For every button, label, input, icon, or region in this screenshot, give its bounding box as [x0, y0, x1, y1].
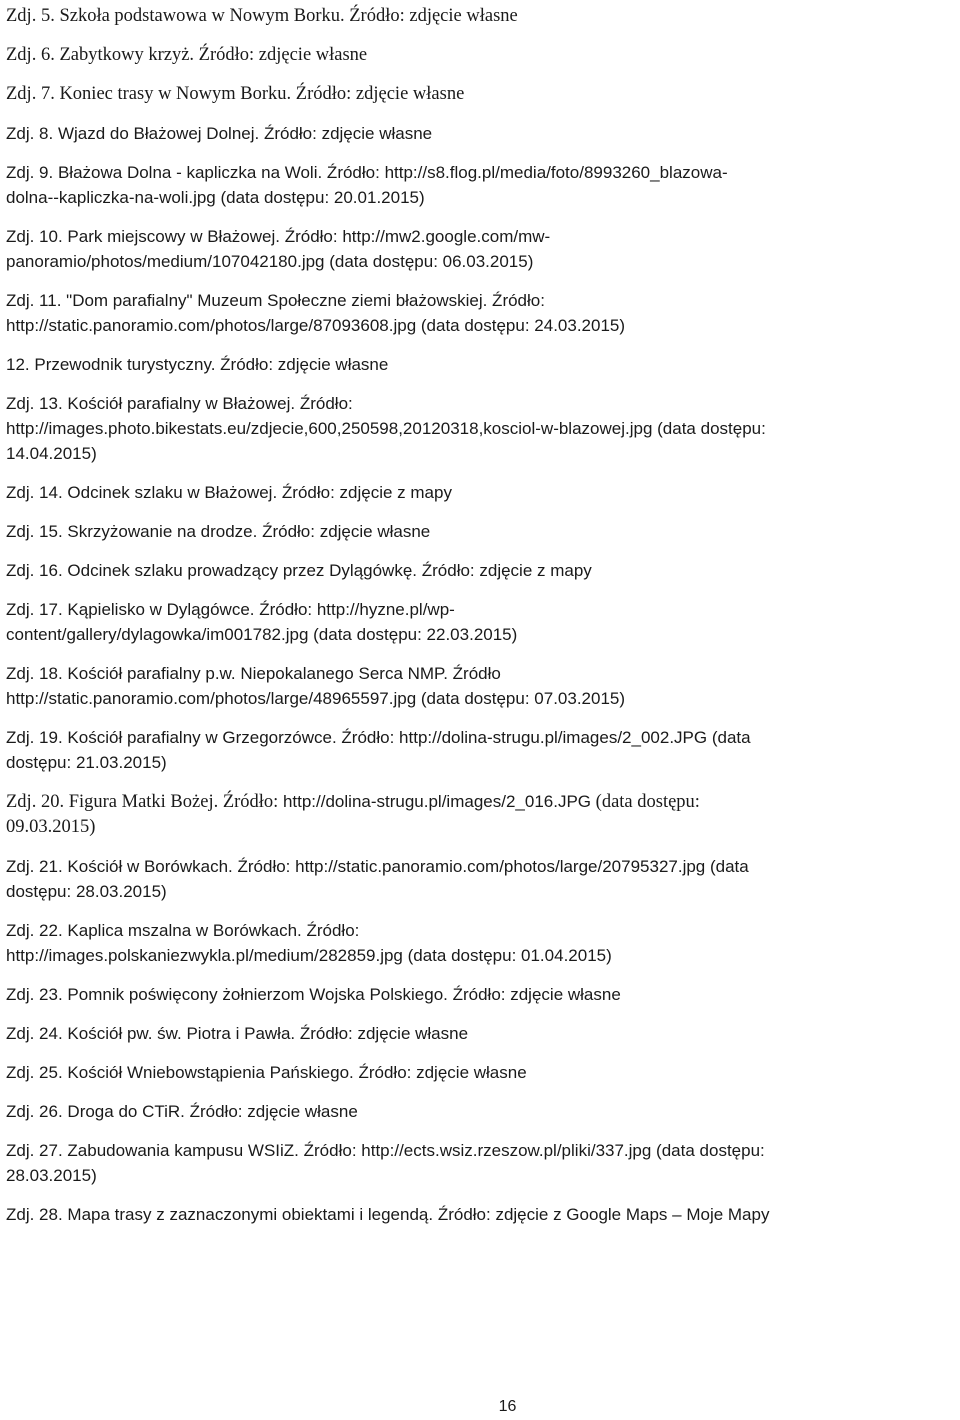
entry-line: http://static.panoramio.com/photos/large/48965597.jpg (data dostępu: 07.03.2015) — [6, 689, 626, 708]
list-item — [6, 43, 958, 68]
list-item — [6, 1099, 958, 1124]
list-item — [6, 725, 958, 775]
entry-line: http://static.panoramio.com/photos/large/87093608.jpg (data dostępu: 24.03.2015) — [6, 316, 626, 335]
entry-line: http://images.polskaniezwykla.pl/medium/282859.jpg (data dostępu: 01.04.2015) — [6, 946, 612, 965]
list-item — [6, 982, 958, 1007]
entry-line: Zdj. 13. Kościół parafialny w Błażowej. Źródło: — [6, 394, 353, 413]
entry-line: Zdj. 26. Droga do CTiR. Źródło: zdjęcie własne — [6, 1102, 358, 1121]
list-item — [6, 4, 958, 29]
entry-line: Zdj. 25. Kościół Wniebowstąpienia Pańskiego. Źródło: zdjęcie własne — [6, 1063, 527, 1082]
entry-line: panoramio/photos/medium/107042180.jpg (data dostępu: 06.03.2015) — [6, 252, 534, 271]
list-item — [6, 918, 958, 968]
entry-line: Zdj. 28. Mapa trasy z zaznaczonymi obiektami i legendą. Źródło: zdjęcie z Google Maps – Moje Mapy — [6, 1205, 770, 1224]
entry-line: Zdj. 5. Szkoła podstawowa w Nowym Borku. Źródło: zdjęcie własne — [6, 6, 518, 26]
entry-line: Zdj. 10. Park miejscowy w Błażowej. Źródło: http://mw2.google.com/mw- — [6, 227, 551, 246]
entry-line: Zdj. 22. Kaplica mszalna w Borówkach. Źródło: — [6, 921, 360, 940]
entry-line: Zdj. 19. Kościół parafialny w Grzegorzówce. Źródło: http://dolina-strugu.pl/images/2_002.JPG (data — [6, 728, 751, 747]
entry-line: dostępu: 28.03.2015) — [6, 882, 167, 901]
photo-source-list — [6, 4, 958, 1241]
entry-line: content/gallery/dylagowka/im001782.jpg (data dostępu: 22.03.2015) — [6, 625, 518, 644]
entry-line: Zdj. 9. Błażowa Dolna - kapliczka na Woli. Źródło: http://s8.flog.pl/media/foto/8993260_blazowa- — [6, 163, 728, 182]
entry-line: Zdj. 15. Skrzyżowanie na drodze. Źródło: zdjęcie własne — [6, 522, 431, 541]
entry-line: Zdj. 7. Koniec trasy w Nowym Borku. Źródło: zdjęcie własne — [6, 84, 465, 104]
entry-line: Zdj. 24. Kościół pw. św. Piotra i Pawła. Źródło: zdjęcie własne — [6, 1024, 469, 1043]
entry-line: dostępu: 21.03.2015) — [6, 753, 167, 772]
list-item — [6, 597, 958, 647]
entry-line: Zdj. 18. Kościół parafialny p.w. Niepokalanego Serca NMP. Źródło — [6, 664, 501, 683]
list-item — [6, 121, 958, 146]
entry-text: (data dostępu: — [591, 792, 700, 812]
list-item — [6, 558, 958, 583]
list-item — [6, 789, 958, 840]
page-number: 16 — [498, 1398, 517, 1415]
list-item — [6, 160, 958, 210]
entry-line: 28.03.2015) — [6, 1166, 97, 1185]
entry-line: Zdj. 11. "Dom parafialny" Muzeum Społeczne ziemi błażowskiej. Źródło: — [6, 291, 545, 310]
entry-line: Zdj. 8. Wjazd do Błażowej Dolnej. Źródło: zdjęcie własne — [6, 124, 433, 143]
list-item — [6, 288, 958, 338]
entry-line: 09.03.2015) — [6, 817, 96, 837]
entry-line: 14.04.2015) — [6, 444, 97, 463]
list-item — [6, 1138, 958, 1188]
entry-text: Zdj. 20. Figura Matki Bożej. Źródło: — [6, 792, 283, 812]
list-item — [6, 82, 958, 107]
entry-line: Zdj. 21. Kościół w Borówkach. Źródło: http://static.panoramio.com/photos/large/20795327.jpg (data — [6, 857, 749, 876]
list-item — [6, 519, 958, 544]
list-item — [6, 854, 958, 904]
entry-line: Zdj. 6. Zabytkowy krzyż. Źródło: zdjęcie własne — [6, 45, 368, 65]
list-item — [6, 391, 958, 466]
list-item — [6, 1021, 958, 1046]
entry-line: dolna--kapliczka-na-woli.jpg (data dostępu: 20.01.2015) — [6, 188, 425, 207]
entry-line: Zdj. 16. Odcinek szlaku prowadzący przez Dylągówkę. Źródło: zdjęcie z mapy — [6, 561, 592, 580]
list-item — [6, 661, 958, 711]
list-item — [6, 224, 958, 274]
list-item — [6, 480, 958, 505]
entry-line — [6, 789, 958, 815]
entry-line: Zdj. 27. Zabudowania kampusu WSIiZ. Źródło: http://ects.wsiz.rzeszow.pl/pliki/337.jpg (data dostępu: — [6, 1141, 765, 1160]
list-item — [6, 352, 958, 377]
list-item — [6, 1060, 958, 1085]
entry-line: http://images.photo.bikestats.eu/zdjecie,600,250598,20120318,kosciol-w-blazowej.jpg (data dostępu: — [6, 419, 766, 438]
list-item — [6, 1202, 958, 1227]
entry-line: Zdj. 23. Pomnik poświęcony żołnierzom Wojska Polskiego. Źródło: zdjęcie własne — [6, 985, 621, 1004]
entry-line: 12. Przewodnik turystyczny. Źródło: zdjęcie własne — [6, 355, 389, 374]
entry-link-text: http://dolina-strugu.pl/images/2_016.JPG — [282, 792, 592, 811]
entry-line: Zdj. 14. Odcinek szlaku w Błażowej. Źródło: zdjęcie z mapy — [6, 483, 452, 502]
entry-line: Zdj. 17. Kąpielisko w Dylągówce. Źródło: http://hyzne.pl/wp- — [6, 600, 455, 619]
